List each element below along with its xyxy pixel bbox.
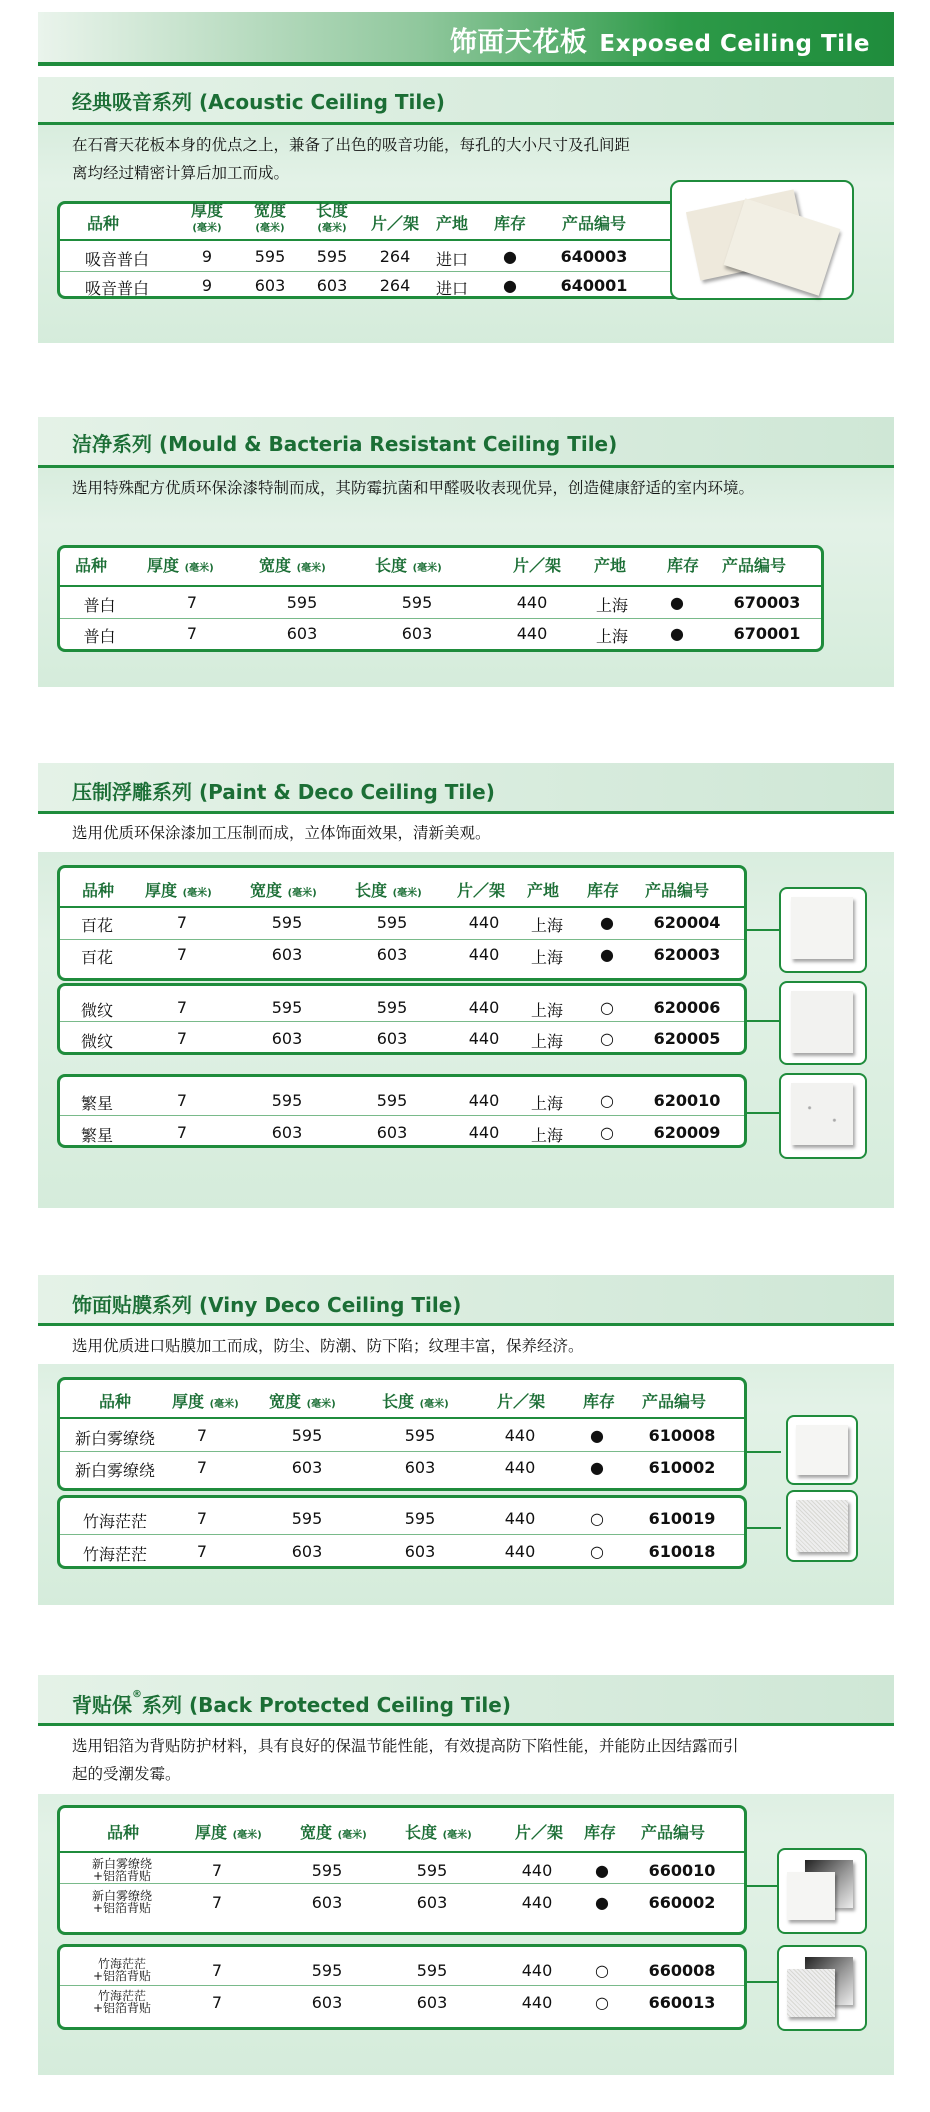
section-acoustic: 经典吸音系列 (Acoustic Ceiling Tile) 在石膏天花板本身的优点之上，兼备了出色的吸音功能，每孔的大小尺寸及孔间距离均经过精密计算后加工而成。 品种 厚度 (毫米) 宽度 (毫米) 长度 (毫米) 片／架 产地 库存 产品编号 吸音普白 9 595 595 264 进口 ● 640003 吸音普白 9 603 603 264 进口 ● 640001	[38, 77, 894, 343]
product-image	[786, 1415, 858, 1485]
section-title: 饰面贴膜系列 (Viny Deco Ceiling Tile)	[72, 1293, 462, 1317]
section-desc: 选用铝箔为背贴防护材料，具有良好的保温节能性能，有效提高防下陷性能，并能防止因结露而引起的受潮发霉。	[72, 1737, 739, 1783]
section-back-protected: 背贴保®系列 (Back Protected Ceiling Tile) 选用铝箔为背贴防护材料，具有良好的保温节能性能，有效提高防下陷性能，并能防止因结露而引起的受潮发霉。 品种 厚度 (毫米) 宽度 (毫米) 长度 (毫米) 片／架 库存 产品编号 新白雾缭绕 +铝箔背贴 7 595 595 440 ● 660010 新白雾缭绕 +铝箔背贴 7 603 603 440 ● 660002 竹海茫茫 +铝箔背贴 7 595 595 440 ○ 660008 竹海茫茫 +铝箔背贴 7 603 603 440 ○ 660013	[38, 1675, 894, 2075]
page-title	[450, 20, 870, 59]
header-divider	[38, 62, 894, 66]
section-title: 压制浮雕系列 (Paint & Deco Ceiling Tile)	[72, 780, 495, 804]
col-length: 长度 (毫米)	[315, 201, 348, 234]
col-code: 产品编号	[561, 214, 626, 233]
product-image	[779, 1073, 867, 1159]
section-desc: 选用优质进口贴膜加工而成，防尘、防潮、防下陷；纹理丰富，保养经济。	[72, 1337, 584, 1355]
spec-table	[57, 1944, 747, 2030]
section-title: 背贴保®系列 (Back Protected Ceiling Tile)	[72, 1689, 511, 1717]
section-desc: 选用优质环保涂漆加工压制而成，立体饰面效果，清新美观。	[72, 824, 491, 842]
stock-indicator: ●	[503, 276, 517, 295]
col-per-rack: 片／架	[370, 214, 419, 233]
col-thickness: 厚度 (毫米)	[190, 201, 223, 234]
page-header	[38, 12, 894, 62]
table-header	[57, 201, 682, 237]
product-image	[777, 1848, 867, 1934]
section-desc: 在石膏天花板本身的优点之上，兼备了出色的吸音功能，每孔的大小尺寸及孔间距离均经过精密计算后加工而成。	[72, 136, 631, 182]
col-width: 宽度 (毫米)	[253, 201, 286, 234]
section-title: 洁净系列 (Mould & Bacteria Resistant Ceiling Tile)	[72, 432, 618, 456]
product-image	[777, 1945, 867, 2031]
page-title-en: Exposed Ceiling Tile	[599, 31, 870, 57]
product-image	[670, 180, 854, 300]
section-clean: 洁净系列 (Mould & Bacteria Resistant Ceiling Tile) 选用特殊配方优质环保涂漆特制而成，其防霉抗菌和甲醛吸收表现优异，创造健康舒适的室内环境。 品种 厚度 (毫米) 宽度 (毫米) 长度 (毫米) 片／架 产地 库存 产品编号 普白 7 595 595 440 上海 ● 670003 普白 7 603 603 440 上海 ● 670001	[38, 417, 894, 687]
section-paint-deco: 压制浮雕系列 (Paint & Deco Ceiling Tile) 选用优质环保涂漆加工压制而成，立体饰面效果，清新美观。 品种 厚度 (毫米) 宽度 (毫米) 长度 (毫米) 片／架 产地 库存 产品编号 百花 7 595 595 440 上海 ● 620004 百花 7 603 603 440 上海 ● 620003 微纹 7 595 595 440 上海 ○ 620006 微纹 7 603 603 440 上海 ○ 620005 繁星 7 595 595 440 上海 ○ 620010 繁星 7 603 603 440 上海 ○ 620009	[38, 763, 894, 1208]
section-desc: 选用特殊配方优质环保涂漆特制而成，其防霉抗菌和甲醛吸收表现优异，创造健康舒适的室内环境。	[72, 479, 755, 497]
section-viny-deco: 饰面贴膜系列 (Viny Deco Ceiling Tile) 选用优质进口贴膜加工而成，防尘、防潮、防下陷；纹理丰富，保养经济。 品种 厚度 (毫米) 宽度 (毫米) 长度 (毫米) 片／架 库存 产品编号 新白雾缭绕 7 595 595 440 ● 610008 新白雾缭绕 7 603 603 440 ● 610002 竹海茫茫 7 595 595 440 ○ 610019 竹海茫茫 7 603 603 440 ○ 610018	[38, 1275, 894, 1605]
section-title: 经典吸音系列 (Acoustic Ceiling Tile)	[72, 90, 445, 114]
page-title-cn: 饰面天花板	[449, 27, 588, 58]
product-image	[779, 887, 867, 973]
col-variety: 品种	[87, 214, 120, 233]
product-image	[786, 1490, 858, 1562]
col-stock: 库存	[493, 214, 526, 233]
product-image	[779, 981, 867, 1065]
col-origin: 产地	[435, 214, 468, 233]
stock-indicator: ●	[503, 247, 517, 266]
